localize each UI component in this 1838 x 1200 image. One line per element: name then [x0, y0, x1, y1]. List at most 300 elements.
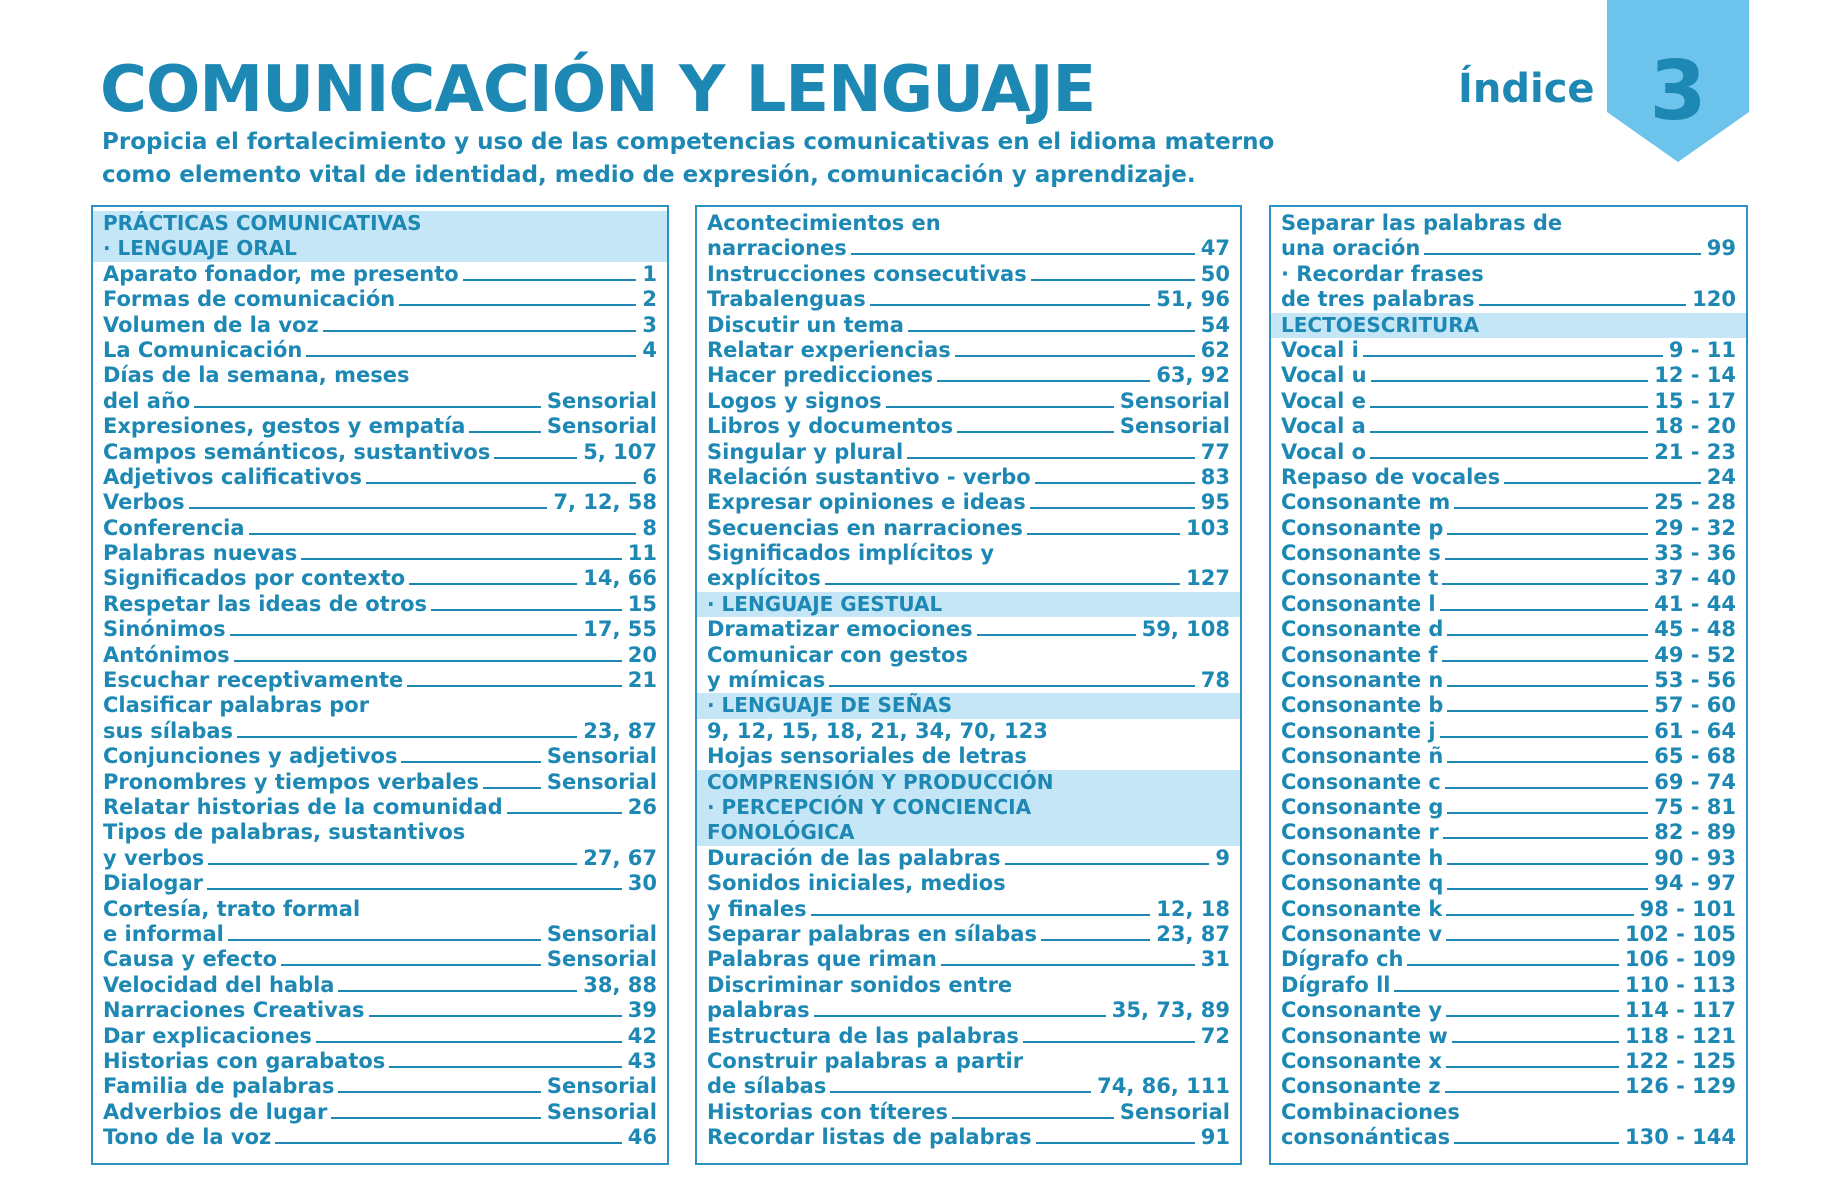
entry-page: 15 - 17 — [1654, 388, 1736, 413]
entry-page: 130 - 144 — [1624, 1125, 1736, 1150]
index-entry — [1271, 592, 1746, 617]
leader-line — [463, 279, 637, 281]
entry-label: Velocidad del habla — [103, 972, 335, 997]
entry-label: de tres palabras — [1281, 287, 1475, 312]
index-entry — [93, 846, 667, 871]
entry-label: Historias con títeres — [707, 1099, 949, 1124]
entry-page: 94 - 97 — [1654, 871, 1736, 896]
entry-page: 45 - 48 — [1654, 617, 1736, 642]
index-entry — [93, 1100, 667, 1125]
index-entry — [93, 1024, 667, 1049]
leader-line — [338, 1091, 540, 1093]
index-entry — [697, 363, 1240, 388]
entry-page: 49 - 52 — [1654, 642, 1736, 667]
leader-line — [207, 888, 622, 890]
leader-line — [409, 583, 577, 585]
index-entry — [697, 922, 1240, 947]
entry-page: 37 - 40 — [1654, 566, 1736, 591]
entry-page: 25 - 28 — [1654, 490, 1736, 515]
entry-page: 26 — [627, 794, 657, 819]
entry-label: Consonante m — [1281, 490, 1451, 515]
index-label: Índice — [1458, 66, 1595, 112]
entry-page: Sensorial — [546, 921, 657, 946]
leader-line — [1394, 990, 1619, 992]
entry-page: 54 — [1200, 312, 1230, 337]
index-text-line: Construir palabras a partir — [707, 1048, 1024, 1073]
leader-line — [366, 482, 636, 484]
entry-label: La Comunicación — [103, 337, 303, 362]
leader-line — [1447, 685, 1648, 687]
entry-label: consonánticas — [1281, 1125, 1451, 1150]
leader-line — [1454, 1142, 1619, 1144]
entry-page: 30 — [627, 871, 657, 896]
entry-label: Hacer predicciones — [707, 363, 934, 388]
leader-line — [469, 431, 540, 433]
index-entry — [93, 643, 667, 668]
index-entry — [1271, 643, 1746, 668]
leader-line — [1031, 279, 1195, 281]
leader-line — [1005, 863, 1210, 865]
page-subtitle: Propicia el fortalecimiento y uso de las competencias comunicativas en el idioma materno como elemento vital de identidad, medio de expresión, comunicación y aprendizaje. — [102, 129, 1275, 188]
leader-line — [1447, 533, 1648, 535]
leader-line — [234, 660, 622, 662]
entry-page: 23, 87 — [583, 718, 657, 743]
index-entry — [93, 719, 667, 744]
leader-line — [1370, 431, 1648, 433]
leader-line — [1030, 507, 1195, 509]
entry-page: 95 — [1200, 490, 1230, 515]
index-entry — [93, 287, 667, 312]
index-column-1 — [91, 205, 669, 1165]
entry-page: 4 — [642, 337, 657, 362]
index-entry — [1271, 1049, 1746, 1074]
entry-page: 46 — [627, 1125, 657, 1150]
index-entry — [1271, 846, 1746, 871]
entry-page: 127 — [1186, 566, 1230, 591]
index-entry — [697, 998, 1240, 1023]
entry-label: Libros y documentos — [707, 414, 954, 439]
index-entry — [1271, 897, 1746, 922]
entry-label: Consonante ñ — [1281, 744, 1444, 769]
chapter-ribbon — [1607, 0, 1749, 162]
entry-page: 15 — [627, 591, 657, 616]
leader-line — [507, 812, 622, 814]
index-text-line: Significados implícitos y — [707, 541, 995, 566]
index-entry — [93, 414, 667, 439]
index-entry — [697, 287, 1240, 312]
entry-page: 99 — [1706, 236, 1736, 261]
entry-label: Consonante l — [1281, 591, 1436, 616]
entry-page: Sensorial — [546, 744, 657, 769]
index-text-line: Comunicar con gestos — [707, 642, 968, 667]
index-entry — [1271, 414, 1746, 439]
leader-line — [1442, 583, 1648, 585]
entry-label: Vocal o — [1281, 439, 1367, 464]
leader-line — [208, 863, 577, 865]
index-entry — [1271, 440, 1746, 465]
leader-line — [338, 990, 577, 992]
entry-page: 77 — [1200, 439, 1230, 464]
entry-page: Sensorial — [546, 414, 657, 439]
entry-label: Repaso de vocales — [1281, 464, 1501, 489]
leader-line — [1446, 914, 1633, 916]
index-entry — [93, 1074, 667, 1099]
section-heading: · LENGUAJE ORAL — [93, 236, 667, 261]
leader-line — [1445, 558, 1648, 560]
entry-label: Duración de las palabras — [707, 845, 1001, 870]
leader-line — [431, 609, 622, 611]
entry-label: y finales — [707, 896, 807, 921]
index-entry — [93, 871, 667, 896]
leader-line — [941, 964, 1195, 966]
leader-line — [369, 1015, 622, 1017]
entry-page: 50 — [1200, 261, 1230, 286]
leader-line — [1445, 787, 1648, 789]
index-entry — [93, 668, 667, 693]
entry-page: 91 — [1200, 1125, 1230, 1150]
index-entry — [1271, 719, 1746, 744]
entry-page: 102 - 105 — [1624, 921, 1736, 946]
entry-label: Respetar las ideas de otros — [103, 591, 428, 616]
entry-page: 61 - 64 — [1654, 718, 1736, 743]
index-entry — [1271, 922, 1746, 947]
leader-line — [249, 533, 637, 535]
entry-label: Consonante k — [1281, 896, 1443, 921]
entry-label: sus sílabas — [103, 718, 234, 743]
entry-page: 62 — [1200, 337, 1230, 362]
entry-page: 7, 12, 58 — [553, 490, 657, 515]
entry-page: 53 - 56 — [1654, 668, 1736, 693]
leader-line — [1370, 457, 1648, 459]
entry-page: 82 - 89 — [1654, 820, 1736, 845]
index-entry — [1271, 465, 1746, 490]
leader-line — [1371, 380, 1649, 382]
index-entry — [697, 236, 1240, 261]
entry-page: Sensorial — [546, 947, 657, 972]
index-entry — [1271, 871, 1746, 896]
entry-label: Separar palabras en sílabas — [707, 921, 1037, 946]
leader-line — [1442, 660, 1649, 662]
entry-label: Consonante z — [1281, 1074, 1441, 1099]
entry-label: Consonante h — [1281, 845, 1444, 870]
index-entry — [697, 1125, 1240, 1150]
entry-label: Dramatizar emociones — [707, 617, 973, 642]
entry-label: Vocal i — [1281, 337, 1359, 362]
index-text-line: 9, 12, 15, 18, 21, 34, 70, 123 — [707, 718, 1048, 743]
entry-label: Conferencia — [103, 515, 245, 540]
index-column-3 — [1269, 205, 1748, 1165]
index-entry — [697, 617, 1240, 642]
leader-line — [401, 761, 540, 763]
entry-label: Campos semánticos, sustantivos — [103, 439, 491, 464]
index-entry — [697, 313, 1240, 338]
entry-page: 43 — [627, 1048, 657, 1073]
index-entry — [697, 490, 1240, 515]
entry-page: 33 - 36 — [1654, 541, 1736, 566]
index-entry — [1271, 693, 1746, 718]
entry-page: 90 - 93 — [1654, 845, 1736, 870]
leader-line — [1407, 964, 1619, 966]
entry-page: 5, 107 — [583, 439, 657, 464]
index-entry — [697, 668, 1240, 693]
index-entry — [93, 338, 667, 363]
entry-label: Sinónimos — [103, 617, 226, 642]
entry-label: Consonante n — [1281, 668, 1444, 693]
index-entry — [697, 389, 1240, 414]
entry-page: 122 - 125 — [1624, 1048, 1736, 1073]
index-entry — [1271, 947, 1746, 972]
entry-label: narraciones — [707, 236, 847, 261]
index-entry — [697, 846, 1240, 871]
leader-line — [957, 431, 1114, 433]
entry-page: Sensorial — [546, 388, 657, 413]
entry-page: 39 — [627, 998, 657, 1023]
leader-line — [851, 253, 1195, 255]
index-entry — [1271, 389, 1746, 414]
entry-page: 106 - 109 — [1624, 947, 1736, 972]
leader-line — [323, 330, 637, 332]
leader-line — [955, 355, 1195, 357]
entry-label: Logos y signos — [707, 388, 882, 413]
index-entry — [697, 465, 1240, 490]
entry-label: Consonante g — [1281, 794, 1444, 819]
leader-line — [230, 634, 578, 636]
entry-label: y verbos — [103, 845, 205, 870]
index-entry — [93, 566, 667, 591]
entry-label: Narraciones Creativas — [103, 998, 365, 1023]
leader-line — [908, 330, 1195, 332]
entry-label: Consonante s — [1281, 541, 1441, 566]
index-entry — [93, 744, 667, 769]
entry-label: Escuchar receptivamente — [103, 668, 404, 693]
leader-line — [1447, 812, 1648, 814]
leader-line — [1479, 304, 1686, 306]
entry-page: 41 - 44 — [1654, 591, 1736, 616]
entry-label: e informal — [103, 921, 224, 946]
index-text-line: Combinaciones — [1281, 1099, 1460, 1124]
entry-label: Relatar experiencias — [707, 337, 951, 362]
entry-label: una oración — [1281, 236, 1421, 261]
index-entry — [697, 262, 1240, 287]
section-heading: COMPRENSIÓN Y PRODUCCIÓN — [697, 770, 1240, 795]
leader-line — [814, 1015, 1106, 1017]
entry-page: 120 — [1692, 287, 1736, 312]
entry-label: Consonante b — [1281, 693, 1444, 718]
leader-line — [1035, 482, 1195, 484]
leader-line — [1452, 1041, 1619, 1043]
index-text-line: Clasificar palabras por — [103, 693, 370, 718]
entry-page: Sensorial — [546, 769, 657, 794]
entry-page: 118 - 121 — [1624, 1023, 1736, 1048]
entry-page: 83 — [1200, 464, 1230, 489]
entry-label: Consonante y — [1281, 998, 1443, 1023]
index-entry — [697, 440, 1240, 465]
index-entry — [1271, 516, 1746, 541]
entry-page: 12 - 14 — [1654, 363, 1736, 388]
leader-line — [1041, 939, 1150, 941]
entry-label: Consonante w — [1281, 1023, 1448, 1048]
leader-line — [825, 583, 1180, 585]
entry-page: 110 - 113 — [1624, 972, 1736, 997]
entry-label: Dialogar — [103, 871, 203, 896]
leader-line — [1027, 533, 1180, 535]
entry-label: Verbos — [103, 490, 185, 515]
entry-page: 21 - 23 — [1654, 439, 1736, 464]
index-text-line: Separar las palabras de — [1281, 211, 1563, 235]
entry-label: Antónimos — [103, 642, 230, 667]
entry-label: Consonante t — [1281, 566, 1439, 591]
entry-label: Causa y efecto — [103, 947, 278, 972]
index-entry — [697, 414, 1240, 439]
entry-label: de sílabas — [707, 1074, 827, 1099]
entry-page: 74, 86, 111 — [1097, 1074, 1230, 1099]
entry-label: Relatar historias de la comunidad — [103, 794, 503, 819]
leader-line — [194, 406, 540, 408]
entry-page: 78 — [1200, 668, 1230, 693]
entry-page: 20 — [627, 642, 657, 667]
entry-page: Sensorial — [1119, 1099, 1230, 1124]
leader-line — [1363, 355, 1663, 357]
leader-line — [407, 685, 622, 687]
leader-line — [1440, 609, 1649, 611]
entry-label: Dígrafo ch — [1281, 947, 1404, 972]
index-entry — [93, 516, 667, 541]
leader-line — [1447, 888, 1648, 890]
entry-label: Historias con garabatos — [103, 1048, 386, 1073]
leader-line — [1447, 710, 1648, 712]
index-entry — [93, 465, 667, 490]
entry-label: Expresiones, gestos y empatía — [103, 414, 466, 439]
entry-page: 69 - 74 — [1654, 769, 1736, 794]
section-heading: LECTOESCRITURA — [1271, 313, 1746, 338]
entry-label: Consonante p — [1281, 515, 1444, 540]
entry-label: Palabras nuevas — [103, 541, 298, 566]
index-entry — [1271, 363, 1746, 388]
index-entry — [1271, 668, 1746, 693]
entry-label: Recordar listas de palabras — [707, 1125, 1032, 1150]
entry-label: Pronombres y tiempos verbales — [103, 769, 479, 794]
entry-page: 27, 67 — [583, 845, 657, 870]
index-entry — [93, 947, 667, 972]
entry-label: y mímicas — [707, 668, 826, 693]
index-entry — [1271, 770, 1746, 795]
entry-label: Consonante r — [1281, 820, 1439, 845]
entry-label: Aparato fonador, me presento — [103, 261, 459, 286]
entry-label: Instrucciones consecutivas — [707, 261, 1027, 286]
section-heading: · PERCEPCIÓN Y CONCIENCIA — [697, 795, 1240, 820]
leader-line — [1023, 1041, 1195, 1043]
leader-line — [389, 1066, 621, 1068]
index-entry — [1271, 566, 1746, 591]
entry-page: 35, 73, 89 — [1111, 998, 1230, 1023]
index-column-2 — [695, 205, 1242, 1165]
leader-line — [483, 787, 541, 789]
entry-label: Familia de palabras — [103, 1074, 335, 1099]
index-entry — [697, 947, 1240, 972]
entry-label: Tono de la voz — [103, 1125, 272, 1150]
entry-label: Consonante f — [1281, 642, 1438, 667]
index-entry — [93, 1125, 667, 1150]
entry-page: 59, 108 — [1141, 617, 1230, 642]
entry-page: 12, 18 — [1156, 896, 1230, 921]
entry-page: Sensorial — [546, 1074, 657, 1099]
entry-page: 51, 96 — [1156, 287, 1230, 312]
leader-line — [301, 558, 622, 560]
chapter-number: 3 — [1649, 44, 1707, 139]
entry-page: 6 — [642, 464, 657, 489]
leader-line — [1504, 482, 1701, 484]
index-text-line: Hojas sensoriales de letras — [707, 744, 1027, 769]
index-entry — [1271, 338, 1746, 363]
entry-page: 75 - 81 — [1654, 794, 1736, 819]
index-entry — [93, 998, 667, 1023]
entry-page: 57 - 60 — [1654, 693, 1736, 718]
entry-page: 11 — [627, 541, 657, 566]
index-entry — [1271, 490, 1746, 515]
entry-label: Volumen de la voz — [103, 312, 319, 337]
entry-label: Relación sustantivo - verbo — [707, 464, 1031, 489]
leader-line — [1443, 837, 1648, 839]
leader-line — [494, 457, 577, 459]
index-entry — [1271, 1125, 1746, 1150]
entry-page: 47 — [1200, 236, 1230, 261]
index-entry — [1271, 236, 1746, 261]
entry-page: 23, 87 — [1156, 921, 1230, 946]
entry-label: Dígrafo ll — [1281, 972, 1391, 997]
entry-page: 21 — [627, 668, 657, 693]
entry-label: Vocal a — [1281, 414, 1366, 439]
index-text-line: Cortesía, trato formal — [103, 896, 361, 921]
entry-label: Vocal u — [1281, 363, 1367, 388]
index-entry — [697, 897, 1240, 922]
entry-page: 65 - 68 — [1654, 744, 1736, 769]
index-text-line: Tipos de palabras, sustantivos — [103, 820, 466, 845]
entry-page: Sensorial — [1119, 388, 1230, 413]
index-text-line: Acontecimientos en — [707, 211, 941, 235]
entry-label: Singular y plural — [707, 439, 904, 464]
leader-line — [306, 355, 636, 357]
entry-page: 31 — [1200, 947, 1230, 972]
entry-page: 29 - 32 — [1654, 515, 1736, 540]
entry-page: Sensorial — [1119, 414, 1230, 439]
leader-line — [237, 736, 577, 738]
index-entry — [1271, 820, 1746, 845]
index-entry — [93, 973, 667, 998]
index-entry — [93, 313, 667, 338]
index-entry — [93, 389, 667, 414]
leader-line — [830, 1091, 1091, 1093]
leader-line — [1447, 761, 1648, 763]
leader-line — [1446, 1015, 1619, 1017]
index-entry — [697, 1074, 1240, 1099]
index-entry — [1271, 541, 1746, 566]
index-entry — [1271, 1024, 1746, 1049]
entry-label: Discutir un tema — [707, 312, 904, 337]
entry-page: 24 — [1706, 464, 1736, 489]
entry-page: 3 — [642, 312, 657, 337]
index-entry — [93, 770, 667, 795]
entry-page: 103 — [1186, 515, 1230, 540]
entry-page: 72 — [1200, 1023, 1230, 1048]
index-entry — [697, 1024, 1240, 1049]
leader-line — [952, 1117, 1114, 1119]
entry-page: 9 — [1215, 845, 1230, 870]
entry-label: Estructura de las palabras — [707, 1023, 1019, 1048]
leader-line — [870, 304, 1150, 306]
entry-label: Secuencias en narraciones — [707, 515, 1023, 540]
entry-page: 98 - 101 — [1639, 896, 1736, 921]
entry-label: Expresar opiniones e ideas — [707, 490, 1026, 515]
